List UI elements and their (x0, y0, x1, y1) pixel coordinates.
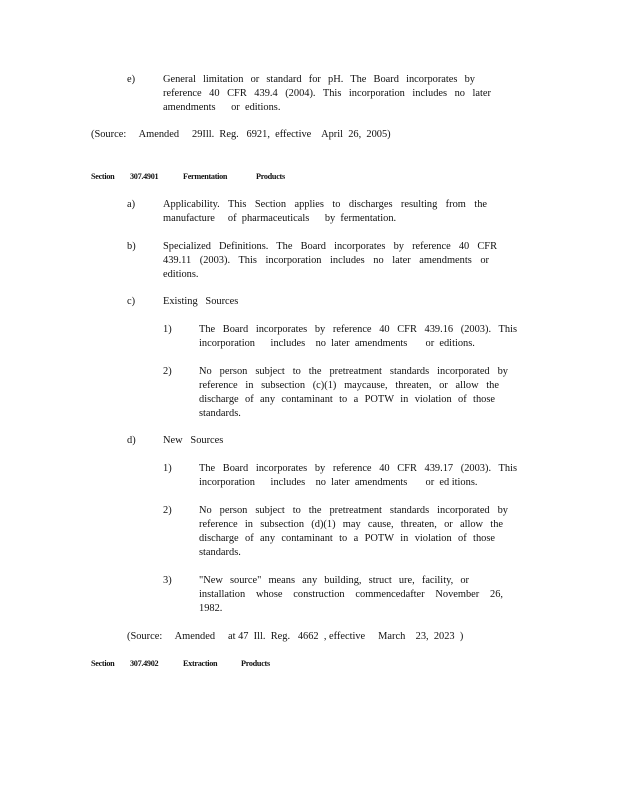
section-label: Section (91, 659, 115, 668)
item-c-letter: c) (127, 296, 136, 307)
item-c1-number: 1) (163, 324, 172, 335)
item-d2-line-4: standards. (199, 547, 241, 558)
item-d1-line-2: incorporation includes no later amendments or ed itions. (199, 477, 478, 488)
section-title-word-2: Products (241, 659, 270, 668)
item-c1-line-1: The Board incorporates by reference 40 CFR 439.16 (2003). This (199, 324, 517, 335)
item-d2-line-2: reference in subsection (d)(1) may cause, threaten, or allow the (199, 519, 503, 530)
item-d1-number: 1) (163, 463, 172, 474)
item-c-heading: Existing Sources (163, 296, 239, 307)
item-b-line-2: 439.11 (2003). This incorporation includes no later amendments or (163, 255, 489, 266)
item-d1-line-1: The Board incorporates by reference 40 CFR 439.17 (2003). This (199, 463, 517, 474)
section-label: Section (91, 172, 115, 181)
item-d3-line-2: installation whose construction commencedafter November 26, (199, 589, 503, 600)
item-d3-line-3: 1982. (199, 603, 223, 614)
item-e-letter: e) (127, 74, 136, 85)
section-title-word-1: Extraction (183, 659, 218, 668)
item-b-letter: b) (127, 241, 136, 252)
section-number: 307.4901 (130, 172, 159, 181)
item-d3-number: 3) (163, 575, 172, 586)
item-d3-line-1: "New source" means any building, struct ure, facility, or (199, 575, 469, 586)
item-b-line-1: Specialized Definitions. The Board incorporates by reference 40 CFR (163, 241, 497, 252)
item-c1-line-2: incorporation includes no later amendments or editions. (199, 338, 475, 349)
item-e-line-1: General limitation or standard for pH. The Board incorporates by (163, 74, 475, 85)
item-e-line-3: amendments or editions. (163, 102, 281, 113)
item-a-letter: a) (127, 199, 136, 210)
source-note-2005: (Source: Amended 29Ill. Reg. 6921, effective April 26, 2005) (91, 129, 391, 140)
section-title-word-2: Products (256, 172, 285, 181)
item-c2-number: 2) (163, 366, 172, 377)
item-c2-line-2: reference in subsection (c)(1) maycause, threaten, or allow the (199, 380, 499, 391)
item-b-line-3: editions. (163, 269, 199, 280)
item-d2-line-3: discharge of any contaminant to a POTW in violation of those (199, 533, 495, 544)
item-d2-line-1: No person subject to the pretreatment standards incorporated by (199, 505, 508, 516)
source-note-2023: (Source: Amended at 47 Ill. Reg. 4662 , effective March 23, 2023 ) (127, 631, 464, 642)
item-c2-line-1: No person subject to the pretreatment standards incorporated by (199, 366, 508, 377)
item-a-line-2: manufacture of pharmaceuticals by fermentation. (163, 213, 397, 224)
section-title-word-1: Fermentation (183, 172, 228, 181)
item-d2-number: 2) (163, 505, 172, 516)
item-c2-line-4: standards. (199, 408, 241, 419)
item-e-line-2: reference 40 CFR 439.4 (2004). This incorporation includes no later (163, 88, 491, 99)
item-d-letter: d) (127, 435, 136, 446)
section-number: 307.4902 (130, 659, 159, 668)
item-d-heading: New Sources (163, 435, 224, 446)
item-a-line-1: Applicability. This Section applies to discharges resulting from the (163, 199, 487, 210)
item-c2-line-3: discharge of any contaminant to a POTW in violation of those (199, 394, 495, 405)
